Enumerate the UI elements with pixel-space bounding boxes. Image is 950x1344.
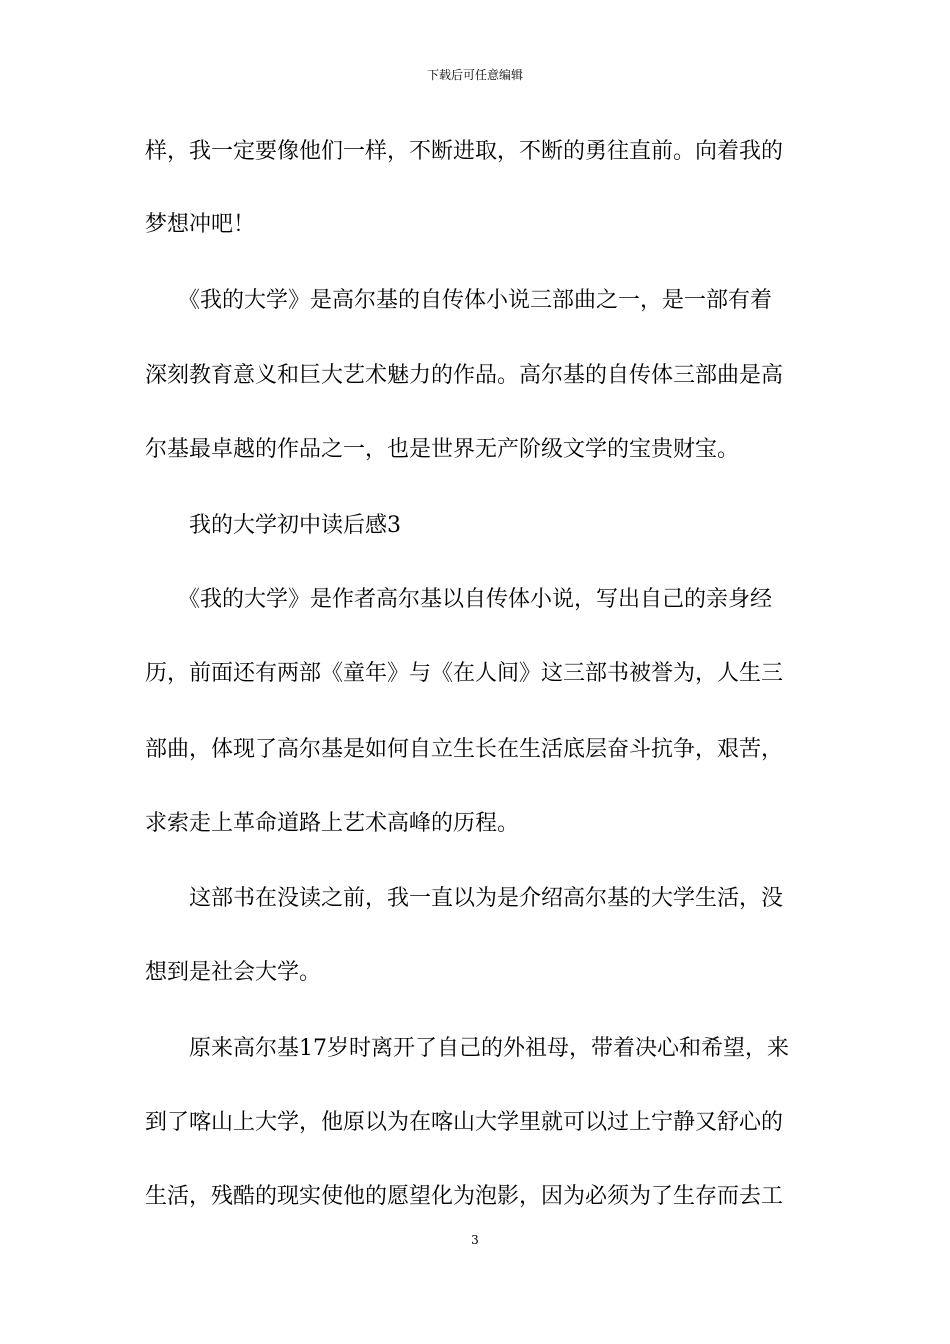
section-heading: 我的大学初中读后感3 — [145, 513, 401, 538]
page-header-note: 下载后可任意编辑 — [426, 68, 523, 82]
body-line: 部曲，体现了高尔基是如何自立生长在生活底层奋斗抗争，艰苦， — [145, 737, 784, 762]
body-line: 历，前面还有两部《童年》与《在人间》这三部书被誉为，人生三 — [145, 661, 784, 686]
body-line: 到了喀山上大学，他原以为在喀山大学里就可以过上宁静又舒心的 — [145, 1110, 784, 1135]
body-line: 《我的大学》是作者高尔基以自传体小说，写出自己的亲身经 — [145, 587, 773, 612]
page-number: 3 — [471, 1233, 479, 1247]
body-line: 这部书在没读之前，我一直以为是介绍高尔基的大学生活，没 — [145, 886, 784, 911]
body-line: 生活，残酷的现实使他的愿望化为泡影，因为必须为了生存而去工 — [145, 1184, 784, 1209]
body-line: 深刻教育意义和巨大艺术魅力的作品。高尔基的自传体三部曲是高 — [145, 363, 784, 388]
body-line: 尔基最卓越的作品之一，也是世界无产阶级文学的宝贵财宝。 — [145, 437, 740, 462]
body-line: 原来高尔基17岁时离开了自己的外祖母，带着决心和希望，来 — [145, 1036, 789, 1061]
body-line: 梦想冲吧！ — [145, 212, 256, 237]
body-line: 《我的大学》是高尔基的自传体小说三部曲之一，是一部有着 — [145, 288, 773, 313]
body-line: 样，我一定要像他们一样，不断进取，不断的勇往直前。向着我的 — [145, 139, 784, 164]
body-line: 求索走上革命道路上艺术高峰的历程。 — [145, 811, 520, 836]
body-line: 想到是社会大学。 — [145, 960, 322, 985]
